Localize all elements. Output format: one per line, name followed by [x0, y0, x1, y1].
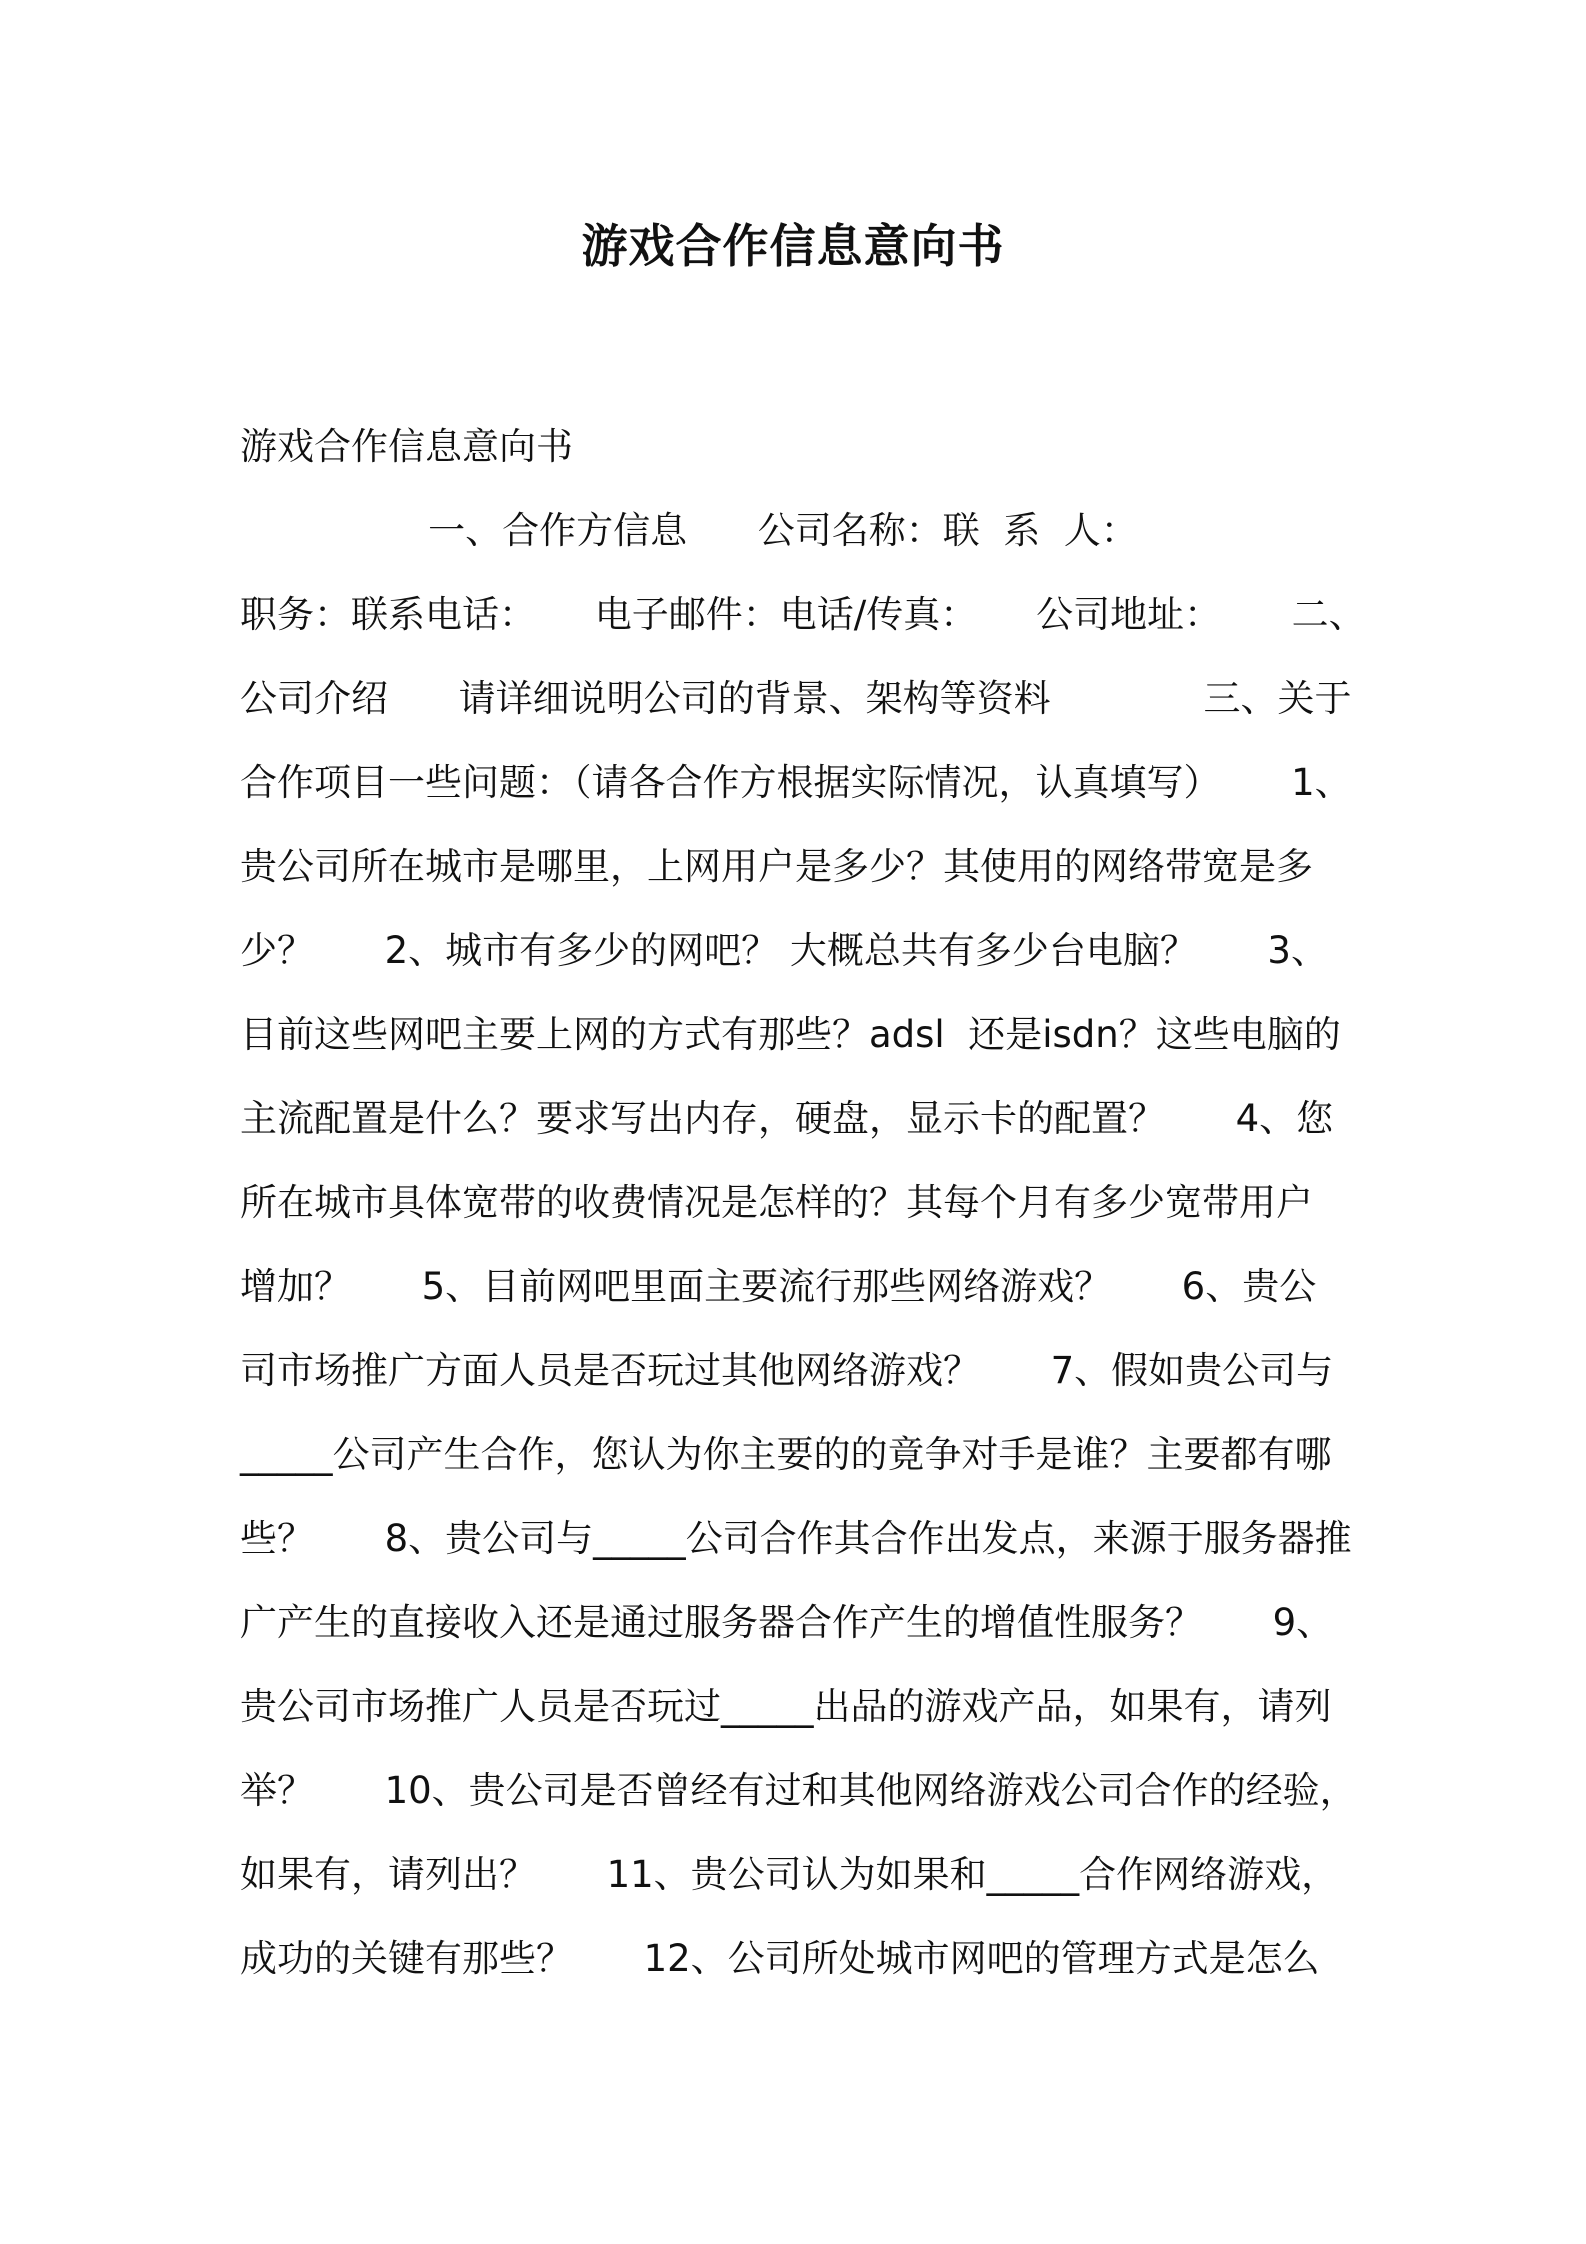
body-line: 目前这些网吧主要上网的方式有那些？adsl 还是isdn？这些电脑的 [240, 1013, 1341, 1056]
body-line: 贵公司所在城市是哪里，上网用户是多少？其使用的网络带宽是多 [240, 845, 1313, 888]
body-line: 少？ 2、城市有多少的网吧？ 大概总共有多少台电脑？ 3、 [240, 929, 1328, 972]
body-line: 广产生的直接收入还是通过服务器合作产生的增值性服务？ 9、 [240, 1601, 1334, 1644]
body-line: 一、合作方信息 公司名称：联 系 人： [240, 509, 1138, 552]
body-line: 举？ 10、贵公司是否曾经有过和其他网络游戏公司合作的经验， [240, 1769, 1357, 1812]
document-subtitle: 游戏合作信息意向书 [240, 425, 573, 468]
body-line: _____公司产生合作，您认为你主要的的竟争对手是谁？主要都有哪 [240, 1433, 1332, 1476]
body-line: 些？ 8、贵公司与_____公司合作其合作出发点，来源于服务器推 [240, 1517, 1352, 1560]
body-line: 增加？ 5、目前网吧里面主要流行那些网络游戏？ 6、贵公 [240, 1265, 1317, 1308]
body-line: 合作项目一些问题：（请各合作方根据实际情况，认真填写） 1、 [240, 761, 1352, 804]
body-line: 贵公司市场推广人员是否玩过_____出品的游戏产品，如果有，请列 [240, 1685, 1332, 1728]
body-line: 职务：联系电话： 电子邮件：电话/传真： 公司地址： 二、 [240, 593, 1366, 636]
body-line: 所在城市具体宽带的收费情况是怎样的？其每个月有多少宽带用户 [240, 1181, 1313, 1224]
body-line: 成功的关键有那些？ 12、公司所处城市网吧的管理方式是怎么 [240, 1937, 1320, 1980]
body-line: 司市场推广方面人员是否玩过其他网络游戏？ 7、假如贵公司与 [240, 1349, 1334, 1392]
document-body [240, 405, 1366, 2001]
body-line: 主流配置是什么？要求写出内存，硬盘，显示卡的配置？ 4、您 [240, 1097, 1334, 1140]
document-title: 游戏合作信息意向书 [581, 219, 1005, 273]
body-line: 公司介绍 请详细说明公司的背景、架构等资料 三、关于 [240, 677, 1352, 720]
body-line: 如果有，请列出？ 11、贵公司认为如果和_____合作网络游戏， [240, 1853, 1339, 1896]
